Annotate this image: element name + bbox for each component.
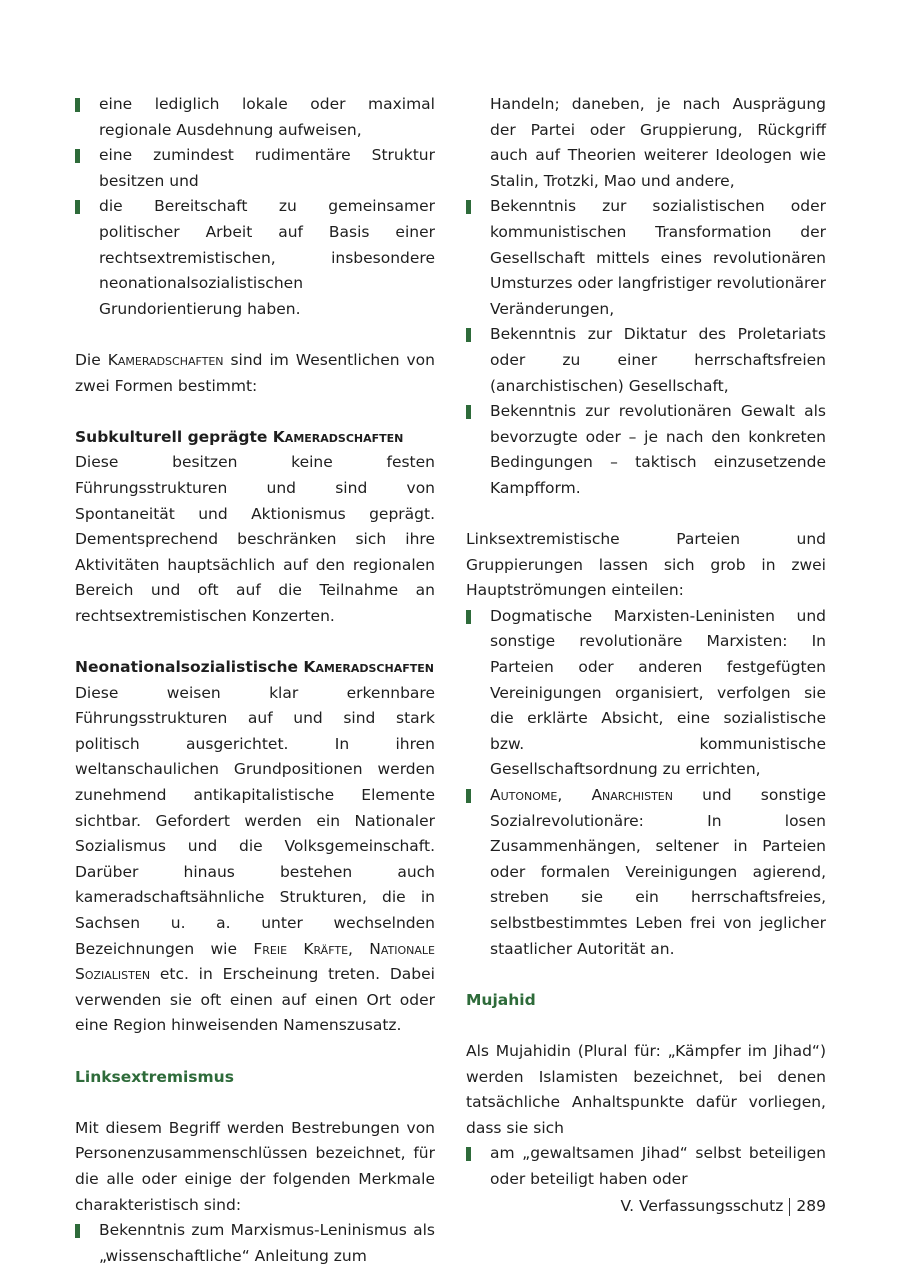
list-item: Autonome, Anarchisten und sonstige Sozialrevolutionäre: In losen Zusammenhängen, seltener in Parteien oder formalen Vereinigungen agierend, streben sie ein herrschaftsfreies, selbstbestimmtes Leben frei von jeglicher staatlicher Autorität an.	[466, 783, 826, 962]
criteria-list	[75, 92, 435, 322]
features-list	[466, 194, 826, 501]
bullet-marker-icon	[466, 1147, 471, 1161]
subcultural-paragraph: Diese besitzen keine festen Führungsstrukturen und sind von Spontaneität und Aktionismus geprägt. Dementsprechend beschränken sich ihre Aktivitäten hauptsächlich auf den regionalen Bereich und oft auf die Teilnahme an rechtsextremistischen Konzerten.	[75, 453, 435, 625]
right-column	[466, 92, 826, 1193]
list-item: eine lediglich lokale oder maximal regionale Ausdehnung aufweisen,	[75, 92, 435, 143]
subheading-subcultural: Subkulturell geprägte Kameradschaften	[75, 427, 404, 446]
bullet-marker-icon	[466, 405, 471, 419]
left-column	[75, 92, 435, 1269]
list-item: die Bereitschaft zu gemeinsamer politischer Arbeit auf Basis einer rechtsextremistischen, insbesondere neonationalsozialistischen Grundorientierung haben.	[75, 194, 435, 322]
mujahid-list	[466, 1141, 826, 1192]
mujahid-paragraph: Als Mujahidin (Plural für: „Kämpfer im Jihad“) werden Islamisten bezeichnet, bei denen tatsächliche Anhaltspunkte dafür vorliegen, dass sie sich	[466, 1041, 826, 1137]
bullet-marker-icon	[75, 98, 80, 112]
bullet-marker-icon	[75, 200, 80, 214]
bullet-marker-icon	[466, 610, 471, 624]
list-item: Bekenntnis zur sozialistischen oder kommunistischen Transformation der Gesellschaft mittels eines revolutionären Umsturzes oder langfristiger revolutionärer Veränderungen,	[466, 194, 826, 322]
bullet-marker-icon	[466, 789, 471, 803]
section-title-linksextremismus: Linksextremismus	[75, 1067, 234, 1086]
chapter-label: V. Verfassungsschutz	[620, 1197, 784, 1215]
subheading-neonazi: Neonationalsozialistische Kameradschaften	[75, 658, 434, 677]
page-number: 289	[796, 1197, 826, 1215]
bullet-marker-icon	[75, 1224, 80, 1238]
intro-paragraph: Die Kameradschaften sind im Wesentlichen von zwei Formen bestimmt:	[75, 350, 435, 395]
linksextremismus-list	[75, 1218, 435, 1269]
bullet-marker-icon	[466, 200, 471, 214]
bullet-marker-icon	[466, 328, 471, 342]
bullet-marker-icon	[75, 149, 80, 163]
section-title-mujahid: Mujahid	[466, 990, 536, 1009]
linksextremismus-paragraph: Mit diesem Begriff werden Bestrebungen von Personenzusammenschlüssen bezeichnet, für die alle oder einige der folgenden Merkmale charakteristisch sind:	[75, 1118, 435, 1214]
list-item: Dogmatische Marxisten-Leninisten und sonstige revolutionäre Marxisten: In Parteien oder anderen festgefügten Vereinigungen organisiert, verfolgen sie die erklärte Absicht, eine sozialistische bzw. kommunistische Gesellschaftsordnung zu errichten,	[466, 604, 826, 783]
continuation-text: Handeln; daneben, je nach Ausprägung der Partei oder Gruppierung, Rückgriff auch auf Theorien weiterer Ideologen wie Stalin, Trotzki, Mao und andere,	[490, 95, 826, 190]
list-item: Bekenntnis zur Diktatur des Proletariats oder zu einer herrschaftsfreien (anarchistischen) Gesellschaft,	[466, 322, 826, 399]
list-item: Bekenntnis zum Marxismus-Leninismus als „wissenschaftliche“ Anleitung zum	[75, 1218, 435, 1269]
list-item: Bekenntnis zur revolutionären Gewalt als bevorzugte oder – je nach den konkreten Bedingungen – taktisch einzusetzende Kampfform.	[466, 399, 826, 501]
neonazi-paragraph: Diese weisen klar erkennbare Führungsstrukturen auf und sind stark politisch ausgerichtet. In ihren weltanschaulichen Grundpositionen werden zunehmend antikapitalistische Elemente sichtbar. Gefordert werden ein Nationaler Sozialismus und die Volksgemeinschaft. Darüber hinaus bestehen auch kameradschaftsähnliche Strukturen, die in Sachsen u. a. unter wechselnden Bezeichnungen wie Freie Kräfte, Nationale Sozialisten etc. in Erscheinung treten. Dabei verwenden sie oft einen auf einen Ort oder eine Region hinweisenden Namenszusatz.	[75, 683, 435, 1035]
page-footer	[560, 1197, 826, 1216]
currents-paragraph: Linksextremistische Parteien und Gruppierungen lassen sich grob in zwei Hauptströmungen einteilen:	[466, 530, 826, 600]
list-item: eine zumindest rudimentäre Struktur besitzen und	[75, 143, 435, 194]
footer-separator	[789, 1198, 790, 1216]
list-item: am „gewaltsamen Jihad“ selbst beteiligen oder beteiligt haben oder	[466, 1141, 826, 1192]
currents-list	[466, 604, 826, 962]
